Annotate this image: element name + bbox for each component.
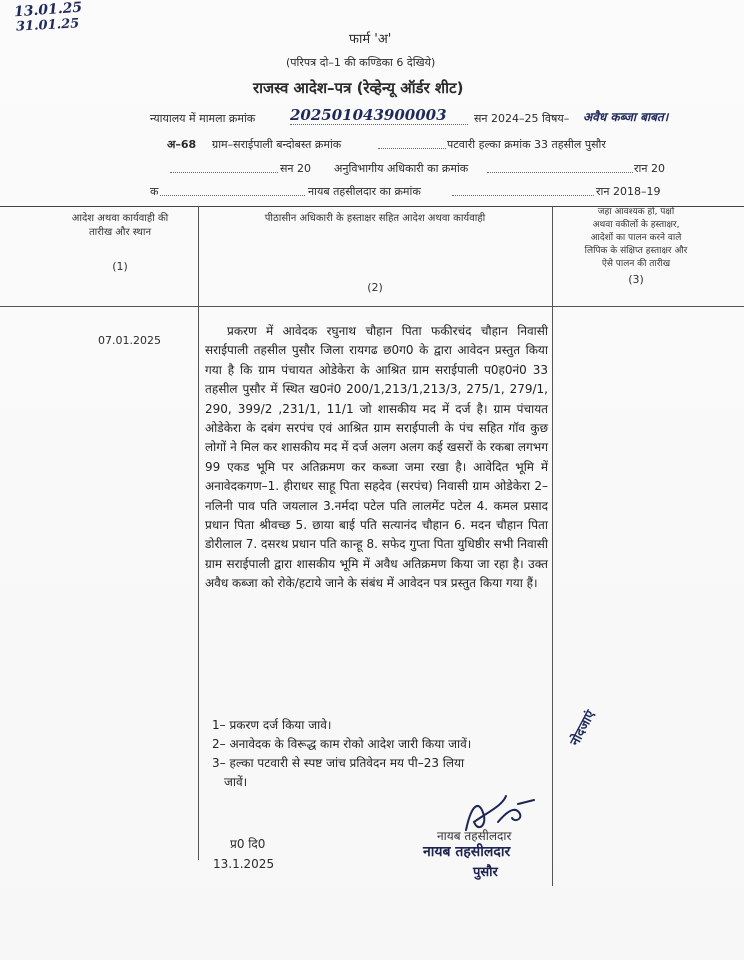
order-paragraph: प्रकरण में आवेदक रघुनाथ चौहान पिता फकीरचंद चौहान निवासी सराईपाली तहसील पुसौर जिला रायगढ छ0ग0 के द्वारा आवेदन प्रस्तुत किया गया है कि ग्राम पंचायत ओडेकेरा के आश्रित ग्राम सराईपाली प0ह0नं0 33 तहसील पुसौर में स्थित ख0नं0 200/1,213/1,213/3, 275/1, 279/1, 290, 399/2 ,231/1, 11/1 जो शासकीय मद में दर्ज है। ग्राम पंचायत ओडेकेरा के दबंग सरपंच एवं आश्रित ग्राम सराईपाली के पंच सहित गॉव कुछ लोगों ने मिल कर शासकीय मद में दर्ज अलग अलग कई खसरों के रकबा लगभग 99 एकड भूमि पर अतिक्रमण कर कब्जा जमा रखा है। आवेदित भूमि में अनावेदकगण–1. हीराधर साहू पिता सहदेव (सरपंच) निवासी ग्राम ओडेकेरा 2–नलिनी पाव पति जयलाल 3.नर्मदा पटेल पति लालमेंट पटेल 4. कमल प्रसाद प्रधान पिता श्रीवच्छ 5. छाया बाई पति सत्यानंद चौहान 6. मदन चौहान पिता डोरीलाल 7. दसरथ प्रधान पति कान्हू 8. सफेद गुप्ता पिता युधिष्ठीर सभी निवासी ग्राम सराईपाली द्वारा शासकीय भूमि में अवैध अतिक्रमण किया जा रहा है। उक्त अवैध कब्जा को रोके/हटाये जाने के संबंध में आवेदन पत्र प्रस्तुत किया गया हैं। (205, 324, 548, 591)
case-number-dots (290, 124, 468, 125)
row3-dots-2 (487, 172, 633, 173)
column-3-number: (3) (628, 273, 644, 286)
margin-signature: नोदजाएं (567, 708, 599, 749)
column-1-header: आदेश अथवा कार्यवाही की तारीख और स्थान (1) (46, 212, 194, 274)
row4-dots-2 (452, 195, 594, 196)
entry-date: 07.01.2025 (98, 334, 161, 347)
order-item-1: 1– प्रकरण दर्ज किया जावे। (212, 718, 332, 732)
column-divider-2 (552, 206, 553, 886)
handwritten-date-1: 13.01.25 (13, 0, 83, 21)
stamp-place: पुसौर (473, 865, 498, 880)
table-header-border (0, 306, 744, 307)
case-number: 202501043900003 (290, 106, 447, 124)
settlement-dots (378, 148, 446, 149)
row4-prefix: क (150, 185, 159, 198)
rule-reference: (परिपत्र दो–1 की कण्डिका 6 देखिये) (286, 56, 436, 69)
column-1-number: (1) (112, 260, 128, 273)
naib-label: नायब तहसीलदार का क्रमांक (308, 185, 421, 198)
row3-year-2: रान 20 (634, 162, 665, 175)
row4-year: रान 2018–19 (596, 185, 661, 198)
order-item-3: 3– हल्का पटवारी से स्पष्ट जांच प्रतिवेदन मय पी–23 लिया (212, 756, 465, 770)
row3-year: सन 20 (280, 162, 312, 175)
form-title: फार्म 'अ' (349, 32, 392, 47)
village-label: ग्राम–सराईपाली बन्दोबस्त क्रमांक (212, 138, 342, 151)
page-title: राजस्व आदेश–पत्र (रेव्हेन्यू ऑर्डर शीट) (253, 79, 464, 97)
case-number-label: न्यायालय में मामला क्रमांक (150, 112, 256, 125)
handwritten-date-2: 31.01.25 (15, 16, 80, 35)
order-item-3-cont: जावें। (224, 775, 248, 789)
order-body (205, 322, 548, 594)
column-2-number: (2) (367, 281, 383, 294)
row3-dots-1 (170, 172, 278, 173)
next-date: 13.1.2025 (213, 857, 275, 871)
column-divider-1 (198, 206, 199, 860)
subject: अवैध कब्जा बाबत। (583, 110, 669, 124)
year-subject-label: सन 2024–25 विषय– (474, 112, 570, 125)
next-date-label: प्र0 दि0 (230, 837, 266, 851)
row4-dots-1 (160, 195, 305, 196)
sdo-label: अनुविभागीय अधिकारी का क्रमांक (334, 162, 469, 175)
form-code: अ–68 (167, 138, 197, 151)
patwari-label: पटवारी हल्का क्रमांक 33 तहसील पुसौर (447, 138, 606, 151)
column-3-header: जहा आवश्यक हो, पक्षों अथवा वकीलों के हस्ताक्षर, आदेशों का पालन करने वाले लिपिक के संक्षिप्त हस्ताक्षर और ऐसे पालन की तारीख (3) (556, 206, 716, 286)
order-item-2: 2– अनावेदक के विरूद्ध काम रोको आदेश जारी किया जावें। (212, 737, 472, 751)
column-2-header: पीठासीन अधिकारी के हस्ताक्षर सहित आदेश अथवा कार्यवाही (2) (202, 212, 548, 295)
stamp-designation: नायब तहसीलदार (423, 844, 511, 860)
order-list (212, 716, 552, 792)
signature-typed: नायब तहसीलदार (437, 829, 512, 843)
